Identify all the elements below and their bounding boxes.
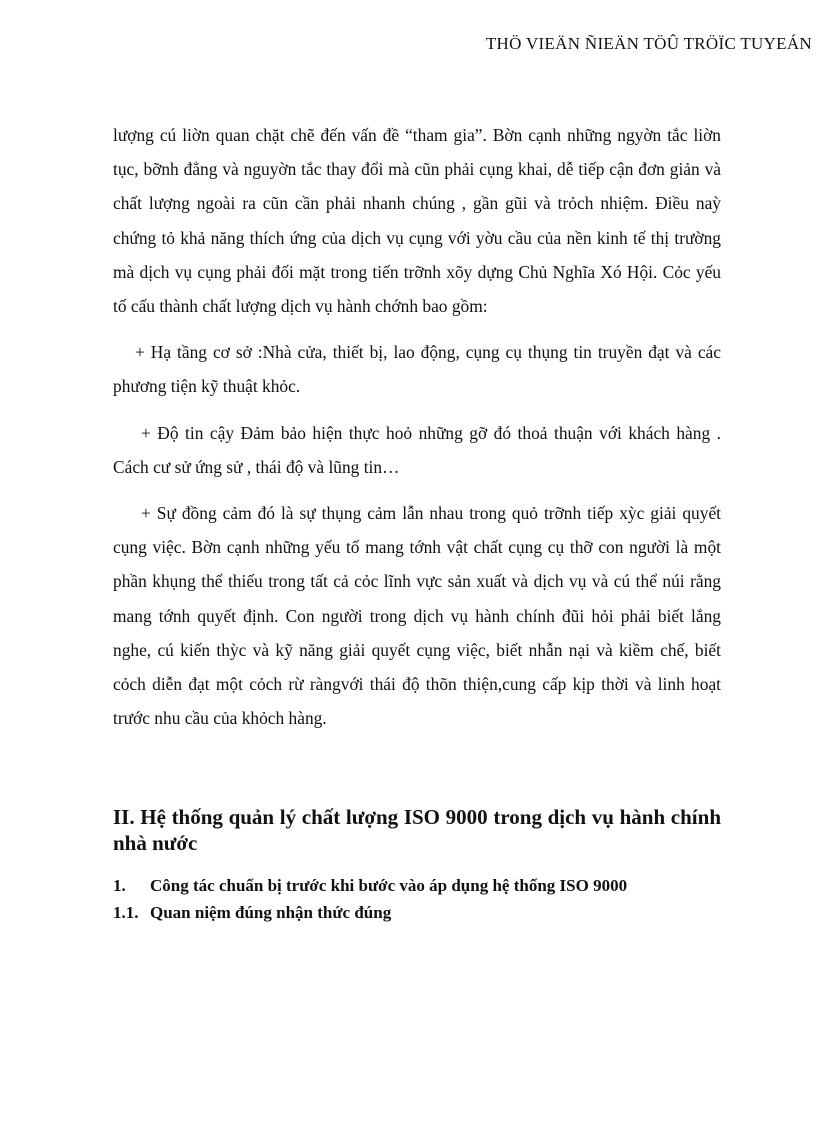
subheading-1: [113, 876, 627, 896]
paragraph-reliability: + Độ tin cậy Đảm bảo hiện thực hoỏ những gỡ đó thoả thuận với khách hàng . Cách cư sử ứng sử , thái độ và lũng tin…: [113, 422, 721, 477]
paragraph-continuation: lượng cú liờn quan chặt chẽ đến vấn đề “tham gia”. Bờn cạnh những ngyờn tắc liờn tục, bỡnh đẳng và nguyờn tắc thay đổi mà cũn phải cụng khai, dễ tiếp cận đơn giản và chất lượng ngoài ra cũn cần phải nhanh chúng , gần gũi và trỏch nhiệm. Điều naỳ chứng tỏ khả năng thích ứng của dịch vụ cụng với yờu cầu của nền kinh tế thị trường mà dịch vụ cụng phải đối mặt trong tiến trỡnh xõy dựng Chủ Nghĩa Xó Hội. Cỏc yếu tố cấu thành chất lượng dịch vụ hành chớnh bao gồm:: [113, 125, 721, 317]
subheading-1-1-number: 1.1.: [113, 903, 139, 922]
subheading-1-1-text: Quan niệm đúng nhận thức đúng: [150, 903, 392, 922]
running-header: THÖ VIEÄN ÑIEÄN TÖÛ TRÖÏC TUYEÁN: [485, 34, 812, 53]
subheading-1-number: 1.: [113, 876, 126, 895]
paragraph-empathy: + Sự đồng cảm đó là sự thụng cảm lẫn nhau trong quỏ trỡnh tiếp xỳc giải quyết cụng việc. Bờn cạnh những yếu tố mang tớnh vật chất cụng cụ thỡ con người là một phần khụng thể thiếu trong tất cả cỏc lĩnh vực sản xuất và dịch vụ và cú thể núi rằng mang tớnh quyết định. Con người trong dịch vụ hành chính đũi hỏi phải biết lắng nghe, cú kiến thỳc và kỹ năng giải quyết cụng việc, biết nhẫn nại và kiềm chế, biết cỏch diễn đạt một cỏch rừ ràngvới thái độ thõn thiện,cung cấp kịp thời và linh hoạt trước nhu cầu của khỏch hàng.: [113, 503, 721, 729]
subheading-1-text: Công tác chuẩn bị trước khi bước vào áp dụng hệ thống ISO 9000: [150, 876, 628, 895]
body-text: [113, 118, 721, 735]
subheading-1-1: [113, 903, 391, 923]
section-heading: II. Hệ thống quản lý chất lượng ISO 9000 trong dịch vụ hành chính nhà nước: [113, 805, 721, 855]
paragraph-infrastructure: + Hạ tầng cơ sở :Nhà cửa, thiết bị, lao động, cụng cụ thụng tin truyền đạt và các phương tiện kỹ thuật khỏc.: [113, 342, 721, 397]
